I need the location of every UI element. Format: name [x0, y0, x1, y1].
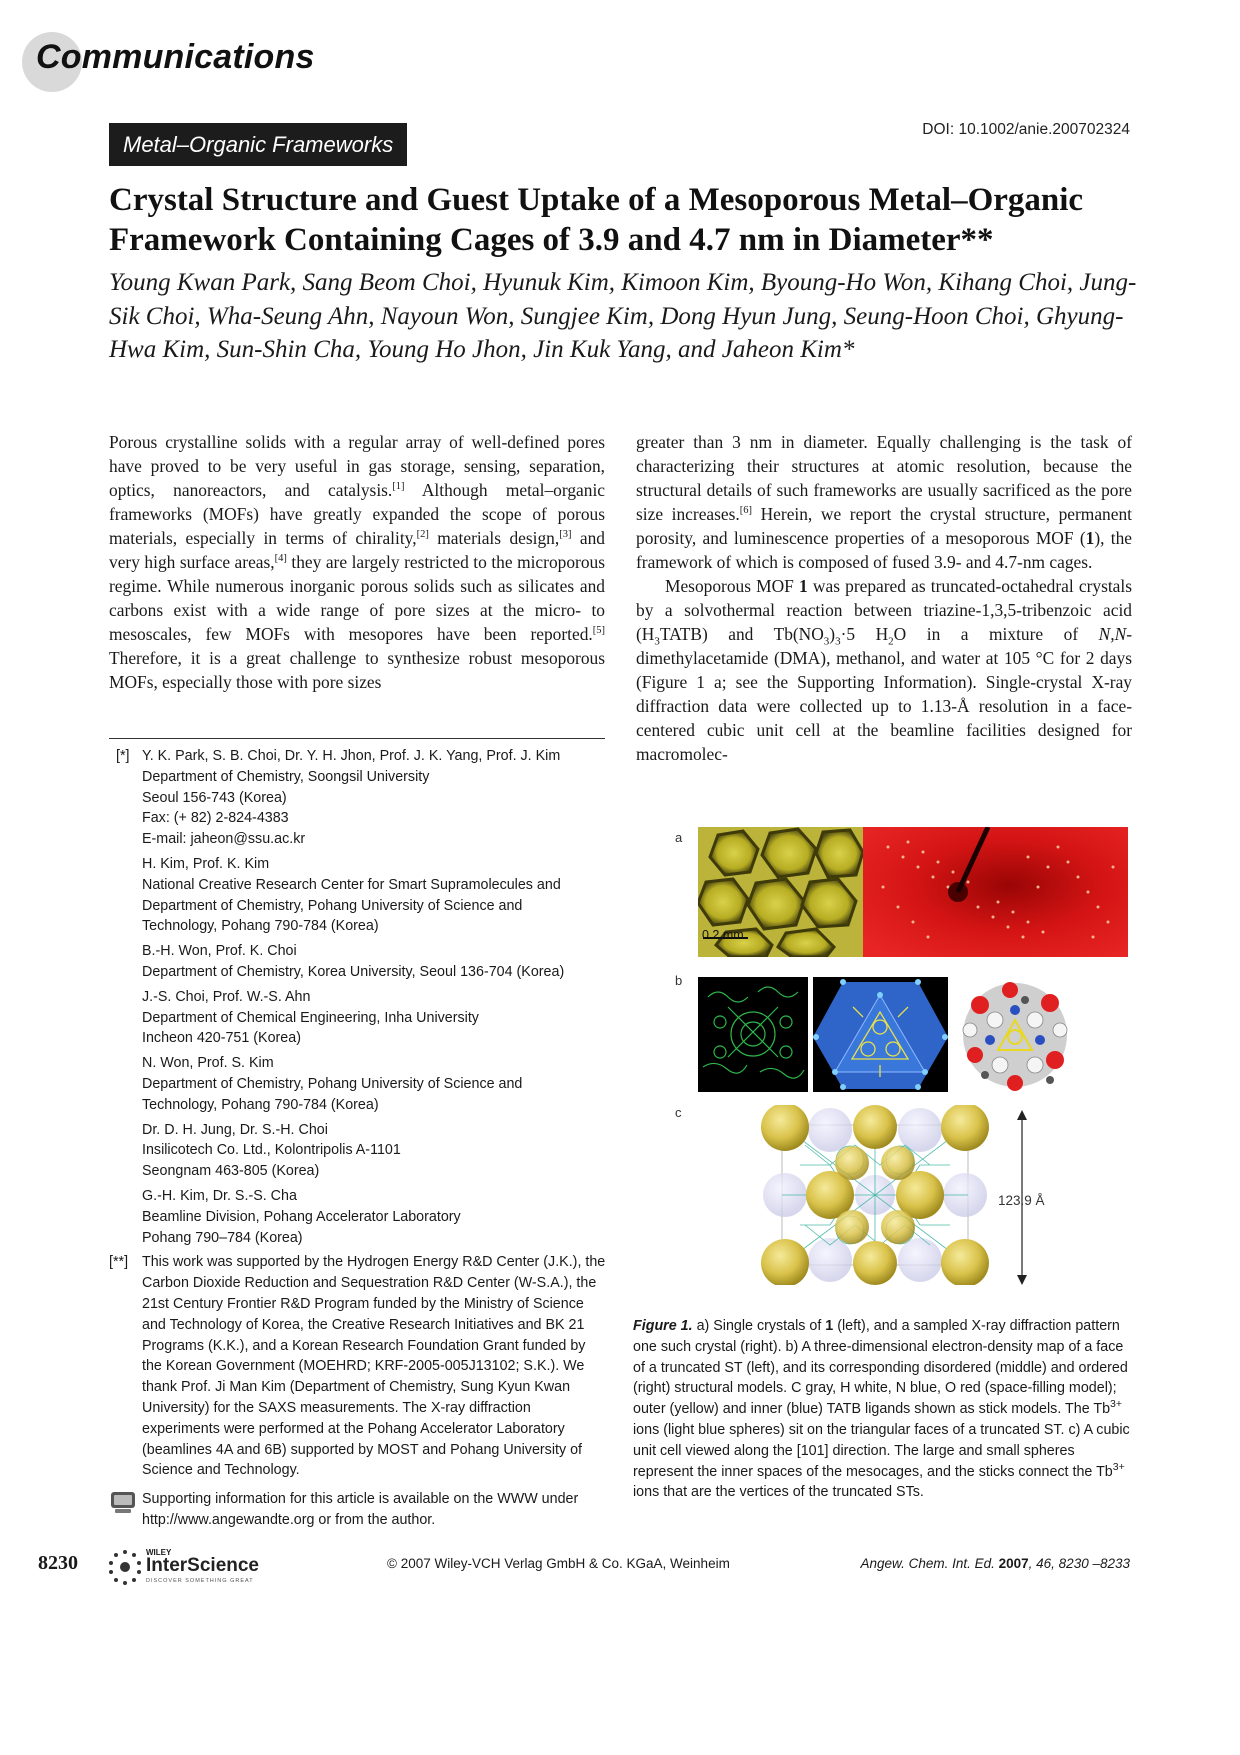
- reference-marker: [1]: [392, 481, 405, 493]
- affiliation-line: H. Kim, Prof. K. Kim: [142, 855, 270, 872]
- subscript: 3: [654, 635, 660, 648]
- citation-volume-pages: , 46, 8230 –8233: [1028, 1556, 1130, 1571]
- interscience-logo-icon: [106, 1548, 144, 1586]
- compound-number: 1: [799, 576, 808, 596]
- publisher-logo: [106, 1548, 276, 1588]
- affiliation-line: B.-H. Won, Prof. K. Choi: [142, 943, 297, 960]
- body-column-right: [636, 430, 1132, 766]
- superscript: 3+: [1110, 1398, 1123, 1411]
- affiliation-line: N. Won, Prof. S. Kim: [142, 1055, 274, 1072]
- ordered-model: [960, 975, 1070, 1095]
- compound-number: 1: [1085, 528, 1095, 548]
- body-text: greater than 3 nm in diameter. Equally challenging is the task of characterizing their structures at atomic resolution, because the structural details of such frameworks are usually sacrificed as the pore size increases.: [636, 432, 1132, 524]
- unit-cell-image: [760, 1105, 990, 1285]
- compound-number: 1: [825, 1318, 834, 1334]
- supporting-info-note: [109, 1489, 609, 1531]
- panel-a-image: [698, 827, 1128, 957]
- affiliation-line: Y. K. Park, S. B. Choi, Dr. Y. H. Jhon, Prof. J. K. Yang, Prof. J. Kim: [142, 748, 561, 764]
- affiliation-line: Technology, Pohang 790-784 (Korea): [142, 918, 379, 935]
- citation-journal: Angew. Chem. Int. Ed.: [860, 1556, 999, 1571]
- body-text: -dimethylacetamide (DMA), methanol, and water at 105 °C for 2 days (Figure 1 a; see the Supporting Information). Single-crystal X-ray diffraction data were collected up to 1.13-Å resolution in a face-centered cubic unit cell at the beamline facilities designed for macromolec-: [636, 624, 1132, 764]
- affiliation-line: Incheon 420-751 (Korea): [142, 1030, 301, 1047]
- panel-label-b: b: [675, 973, 683, 988]
- panel-label-a: a: [675, 830, 683, 845]
- caption-label: Figure 1.: [633, 1318, 693, 1334]
- body-text: Porous crystalline solids with a regular array of well-defined pores have proved to be very useful in gas storage, sensing, separation, optics, nanoreactors, and catalysis.: [109, 432, 605, 500]
- affiliation-list: [109, 746, 609, 1248]
- figure-caption: [633, 1316, 1133, 1503]
- citation-year: 2007: [998, 1556, 1029, 1571]
- article-title: Crystal Structure and Guest Uptake of a Mesoporous Metal–Organic Framework Containing Cages of 3.9 and 4.7 nm in Diameter**: [109, 182, 1084, 258]
- journal-section-label: Communications: [36, 38, 315, 76]
- body-paragraph: [636, 574, 1132, 766]
- scale-bar-label: 0.2 mm: [702, 928, 744, 942]
- superscript: 3+: [1112, 1460, 1125, 1473]
- affiliation-line: J.-S. Choi, Prof. W.-S. Ahn: [142, 988, 311, 1005]
- electron-density-map: [698, 977, 808, 1092]
- body-text: materials design,: [428, 528, 560, 548]
- ordered-model-image: [960, 975, 1070, 1095]
- body-text: and very high surface areas,: [109, 528, 605, 572]
- affiliation-line: E-mail: jaheon@ssu.ac.kr: [142, 831, 306, 848]
- affiliation-group: [109, 941, 609, 983]
- footnote-marker: [*]: [116, 748, 130, 764]
- panel-label-c: c: [675, 1105, 682, 1120]
- body-text: they are largely restricted to the microporous regime. While numerous inorganic porous solids such as silicates and carbons exist with a wide range of pore sizes at the micro- to mesoscales, few MOFs with mesopores have been reported.: [109, 552, 605, 644]
- body-text: Although metal–organic frameworks (MOFs) have greatly expanded the scope of porous materials, especially in terms of chirality,: [109, 480, 605, 548]
- footnote-marker: [**]: [109, 1254, 129, 1271]
- affiliation-group: [109, 854, 609, 937]
- caption-text: a) Single crystals of: [692, 1318, 826, 1334]
- reference-marker: [4]: [274, 553, 287, 565]
- affiliation-line: Department of Chemistry, Pohang University of Science and: [142, 1075, 523, 1092]
- caption-text: ions (light blue spheres) sit on the triangular faces of a truncated ST. c) A cubic unit cell viewed along the [101] direction. The large and small spheres represent the inner spaces of the mesocages, and the sticks connect the Tb: [633, 1421, 1130, 1480]
- affiliation-group: [109, 1053, 609, 1115]
- body-text: ), the framework of which is composed of fused 3.9- and 4.7-nm cages.: [636, 528, 1133, 572]
- body-text: ·5 H: [840, 624, 889, 644]
- subscript: 3: [835, 635, 841, 648]
- affiliation-line: Seoul 156-743 (Korea): [142, 789, 287, 806]
- acknowledgement: [109, 1252, 609, 1481]
- body-paragraph: [109, 430, 605, 694]
- section-tag: Metal–Organic Frameworks: [109, 123, 407, 166]
- author-list: Young Kwan Park, Sang Beom Choi, Hyunuk Kim, Kimoon Kim, Byoung-Ho Won, Kihang Choi, Jung-Sik Choi, Wha-Seung Ahn, Nayoun Won, Sungjee Kim, Dong Hyun Jung, Seung-Hoon Choi, Ghyung-Hwa Kim, Sun-Shin Cha, Young Ho Jhon, Jin Kuk Yang, and Jaheon Kim*: [109, 269, 1137, 363]
- acknowledgement-text: This work was supported by the Hydrogen Energy R&D Center (J.K.), the Carbon Dioxide Reduction and Sequestration R&D Center (W-S.A.), the 21st Century Frontier R&D Program funded by the Ministry of Science and Technology of Korea, the Creative Research Initiatives and BK 21 Programs (K.K.), and a Korean Research Foundation Grant funded by the Korean Government (MOEHRD; KRF-2005-005J13102; S.K.). We thank Prof. Ji Man Kim (Department of Chemistry, Sung Kyun Kwan University) for the SAXS measurements. The X-ray diffraction experiments were performed at the Pohang Accelerator Laboratory (beamlines 4A and 6B) supported by MOST and Pohang University of Science and Technology.: [142, 1254, 606, 1479]
- reference-marker: [2]: [416, 529, 429, 541]
- affiliation-line: Beamline Division, Pohang Accelerator Laboratory: [142, 1208, 461, 1225]
- unit-cell-model: [760, 1105, 990, 1285]
- supporting-info-text: Supporting information for this article is available on the WWW under http://www.angewandte.org or from the author.: [142, 1491, 579, 1528]
- body-column-left: [109, 430, 605, 694]
- disordered-model-image: [813, 977, 948, 1092]
- doi: DOI: 10.1002/anie.200702324: [922, 121, 1130, 138]
- reference-marker: [5]: [592, 625, 605, 637]
- interscience-wordmark: InterScience: [146, 1555, 259, 1576]
- affiliation-line: National Creative Research Center for Smart Supramolecules and: [142, 876, 561, 893]
- affiliation-group: [109, 1186, 609, 1248]
- affiliation-line: Department of Chemistry, Korea University, Seoul 136-704 (Korea): [142, 963, 565, 980]
- affiliations: [109, 746, 609, 1531]
- disordered-model: [813, 977, 948, 1092]
- affiliation-group: [109, 987, 609, 1049]
- body-text: was prepared as truncated-octahedral crystals by a solvothermal reaction between triazine-1,3,5-tribenzoic acid (H: [636, 576, 1132, 644]
- body-text: ): [829, 624, 836, 644]
- crystal-and-diffraction-image: [698, 827, 1128, 957]
- wiley-wordmark: WILEY: [146, 1548, 172, 1557]
- body-text: Herein, we report the crystal structure, permanent porosity, and luminescence properties of a mesoporous MOF (: [636, 504, 1132, 548]
- affiliation-line: Department of Chemical Engineering, Inha University: [142, 1009, 479, 1026]
- reference-marker: [3]: [559, 529, 572, 541]
- affiliation-line: Technology, Pohang 790-784 (Korea): [142, 1096, 379, 1113]
- reference-marker: [6]: [739, 505, 752, 517]
- copyright: © 2007 Wiley-VCH Verlag GmbH & Co. KGaA, Weinheim: [387, 1556, 730, 1571]
- affiliation-line: Department of Chemistry, Pohang University of Science and: [142, 897, 523, 914]
- subscript: 2: [888, 635, 894, 648]
- figure-1: [660, 825, 1130, 1295]
- citation: [861, 1556, 1130, 1571]
- affiliation-line: Insilicotech Co. Ltd., Kolontripolis A-1101: [142, 1142, 401, 1159]
- body-text: Mesoporous MOF: [665, 576, 800, 596]
- body-text: Therefore, it is a great challenge to synthesize robust mesoporous MOFs, especially those with pore sizes: [109, 648, 605, 692]
- affiliation-line: Dr. D. H. Jung, Dr. S.-H. Choi: [142, 1121, 328, 1138]
- caption-text: ions that are the vertices of the truncated STs.: [633, 1484, 924, 1501]
- affiliation-line: Department of Chemistry, Soongsil University: [142, 768, 430, 785]
- computer-icon: [109, 1491, 137, 1515]
- page-number: 8230: [38, 1552, 78, 1574]
- page-footer: [0, 1548, 1240, 1588]
- body-text: TATB) and Tb(NO: [659, 624, 824, 644]
- body-text: O in a mixture of: [893, 624, 1099, 644]
- journal-section-header: [22, 28, 332, 92]
- body-paragraph: [636, 430, 1132, 574]
- affiliation-group: [109, 1120, 609, 1182]
- dimension-label: 123.9 Å: [998, 1193, 1045, 1208]
- footnote-divider: [109, 738, 605, 739]
- affiliation-line: Pohang 790–784 (Korea): [142, 1229, 303, 1246]
- affiliation-line: Seongnam 463-805 (Korea): [142, 1163, 320, 1180]
- affiliation-line: Fax: (+ 82) 2-824-4383: [142, 810, 289, 827]
- italic-text: N,N: [1098, 624, 1127, 644]
- publisher-tagline: DISCOVER SOMETHING GREAT: [146, 1578, 254, 1584]
- electron-density-image: [698, 977, 808, 1092]
- affiliation-line: G.-H. Kim, Dr. S.-S. Cha: [142, 1187, 297, 1204]
- affiliation-group: [109, 746, 609, 850]
- subscript: 3: [823, 635, 830, 648]
- caption-text: (left), and a sampled X-ray diffraction pattern one such crystal (right). b) A three-dimensional electron-density map of a face of a truncated ST (left), and its corresponding disordered (middle) and ordered (right) structural models. C gray, H white, N blue, O red (space-filling model); outer (yellow) and inner (blue) TATB ligands shown as stick models. The Tb: [633, 1318, 1128, 1418]
